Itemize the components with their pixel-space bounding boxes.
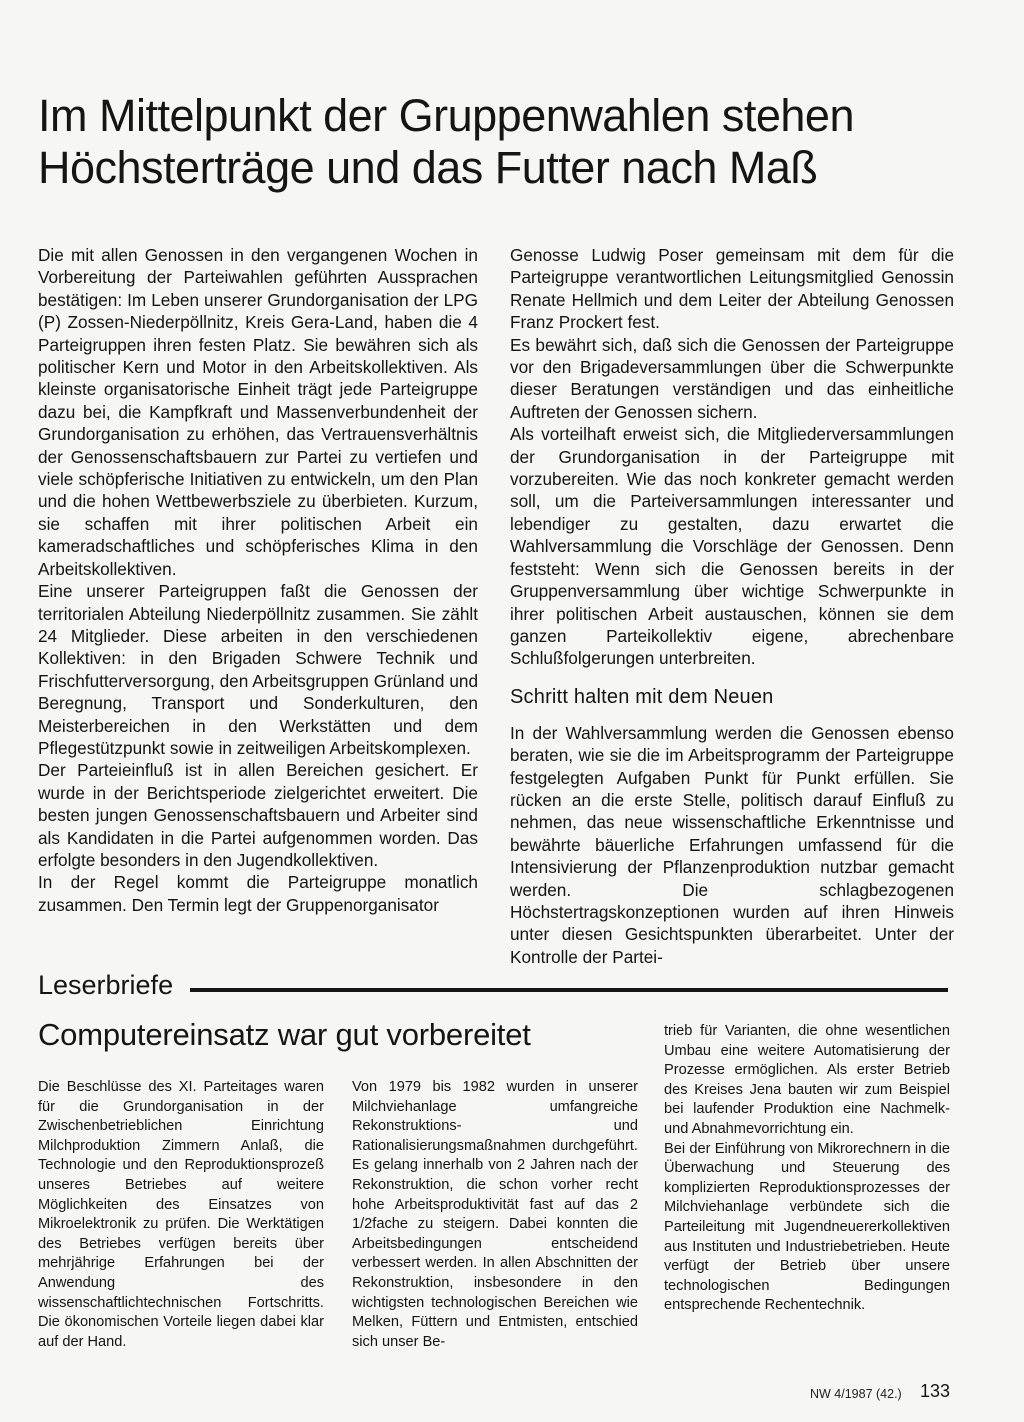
paragraph: Der Parteieinfluß ist in allen Bereichen gesichert. Er wurde in der Berichtsperiode zielgerichtet erweitert. Die besten jungen Genossenschaftsbauern und Arbeiter sind als Kandidaten in die Partei aufgenommen worden. Das erfolgte besonders in den Jugendkollektiven. — [38, 760, 478, 870]
article-column-2 — [510, 244, 954, 968]
letter-column-1 — [38, 1078, 324, 1352]
paragraph: Als vorteilhaft erweist sich, die Mitgliederversammlungen der Grundorganisation in der Parteigruppe mit vorzubereiten. Wie das noch konkreter gemacht werden soll, um die Parteiversammlungen interessanter und lebendiger zu gestalten, dazu erwartet die Wahlversammlung die Vorschläge der Genossen. Denn feststeht: Wenn sich die Genossen bereits in der Gruppenversammlung über wichtige Schwerpunkte in ihrer politischen Arbeit austauschen, können sie dem ganzen Parteikollektiv eigene, abrechenbare Schlußfolgerungen unterbreiten. — [510, 424, 954, 669]
issue-reference: NW 4/1987 (42.) — [810, 1387, 902, 1401]
article-headline — [38, 90, 998, 194]
headline-line-2: Höchsterträge und das Futter nach Maß — [38, 142, 818, 193]
paragraph: Genosse Ludwig Poser gemeinsam mit dem für die Parteigruppe verantwortlichen Leitungsmitglied Genossin Renate Hellmich und dem Leiter der Abteilung Genossen Franz Prockert fest. — [510, 245, 954, 333]
paragraph: Von 1979 bis 1982 wurden in unserer Milchviehanlage umfangreiche Rekonstruktions- und Rationalisierungsmaßnahmen durchgeführt. Es gelang innerhalb von 2 Jahren nach der Rekonstruktion, die schon vorher recht hohe Arbeitsproduktivität fast auf das 2 1/2fache zu steigern. Dabei konnten die Arbeitsbedingungen entscheidend verbessert werden. In allen Abschnitten der Rekonstruktion, insbesondere in den wichtigsten technologischen Bereichen wie Melken, Füttern und Entmisten, entschied sich unser Be- — [352, 1079, 638, 1350]
paragraph: Die Beschlüsse des XI. Parteitages waren für die Grundorganisation in der Zwischenbetrieblichen Einrichtung Milchproduktion Zimmern Anlaß, die Technologie und den Reproduktionsprozeß unseres Betriebes auf weitere Möglichkeiten des Einsatzes von Mikroelektronik zu prüfen. Die Werktätigen des Betriebes verfügen bereits über mehrjährige Erfahrungen bei der Anwendung des wissenschaftlichtechnischen Fortschritts. Die ökonomischen Vorteile liegen dabei klar auf der Hand. — [38, 1079, 324, 1350]
letter-column-3 — [664, 1022, 950, 1316]
page-footer — [810, 1380, 970, 1404]
section-label: Leserbriefe — [38, 970, 174, 1000]
headline-line-1: Im Mittelpunkt der Gruppenwahlen stehen — [38, 90, 854, 141]
paragraph: In der Regel kommt die Parteigruppe monatlich zusammen. Den Termin legt der Gruppenorganisator — [38, 872, 478, 915]
paragraph: Eine unserer Parteigruppen faßt die Genossen der territorialen Abteilung Niederpöllnitz zusammen. Sie zählt 24 Mitglieder. Diese arbeiten in den verschiedenen Kollektiven: in den Brigaden Schwere Technik und Frischfutterversorgung, den Arbeitsgruppen Grünland und Beregnung, Transport und Sonderkulturen, den Meisterbereichen in den Werkstätten und dem Pflegestützpunkt sowie in zeitweiligen Arbeitskomplexen. — [38, 581, 478, 758]
article-subheading: Schritt halten mit dem Neuen — [510, 685, 774, 708]
section-rule — [190, 988, 948, 992]
letter-column-2 — [352, 1078, 638, 1352]
letter-headline: Computereinsatz war gut vorbereitet — [38, 1017, 531, 1052]
paragraph: Bei der Einführung von Mikrorechnern in die Überwachung und Steuerung des komplizierten Reproduktionsprozesses der Milchviehanlage verbündete sich die Parteileitung mit Jugendneuererkollektiven aus Instituten und Industriebetrieben. Heute verfügt der Betrieb über unsere technologischen Bedingungen entsprechende Rechentechnik. — [664, 1140, 950, 1314]
article-column-1 — [38, 244, 478, 916]
page-number: 133 — [920, 1381, 951, 1401]
paragraph: Es bewährt sich, daß sich die Genossen der Parteigruppe vor den Brigadeversammlungen über die Schwerpunkte dieser Beratungen verständigen und das einheitliche Auftreten der Genossen sichern. — [510, 334, 954, 422]
paragraph: Die mit allen Genossen in den vergangenen Wochen in Vorbereitung der Parteiwahlen geführten Aussprachen bestätigen: Im Leben unserer Grundorganisation der LPG (P) Zossen-Niederpöllnitz, Kreis Gera-Land, haben die 4 Parteigruppen ihren festen Platz. Sie bewähren sich als politischer Kern und Motor in den Arbeitskollektiven. Als kleinste organisatorische Einheit trägt jede Parteigruppe dazu bei, die Kampfkraft und Massenverbundenheit der Grundorganisation zu erhöhen, das Vertrauensverhältnis der Genossenschaftsbauern zur Partei zu vertiefen und viele schöpferische Initiativen zu entwickeln, um den Plan und die hohen Wettbewerbsziele zu überbieten. Kurzum, sie schaffen mit ihrer politischen Arbeit ein kameradschaftliches und schöpferisches Klima in den Arbeitskollektiven. — [38, 245, 478, 579]
paragraph: In der Wahlversammlung werden die Genossen ebenso beraten, wie sie die im Arbeitsprogramm der Parteigruppe festgelegten Aufgaben Punkt für Punkt erfüllen. Sie rücken an die erste Stelle, politisch darauf Einfluß zu nehmen, das neue wissenschaftliche Erkenntnisse und bewährte bäuerliche Erfahrungen umfassend für die Intensivierung der Pflanzenproduktion nutzbar gemacht werden. Die schlagbezogenen Höchstertragskonzeptionen wurden auf ihren Hinweis unter diesen Gesichtspunkten überarbeitet. Unter der Kontrolle der Partei- — [510, 722, 954, 967]
section-header — [38, 970, 948, 1002]
paragraph: trieb für Varianten, die ohne wesentlichen Umbau eine weitere Automatisierung der Prozesse ermöglichen. Als erster Betrieb des Kreises Jena bauten wir zum Beispiel bei laufender Produktion eine Nachmelk- und Abnahmevorrichtung ein. — [664, 1023, 950, 1137]
